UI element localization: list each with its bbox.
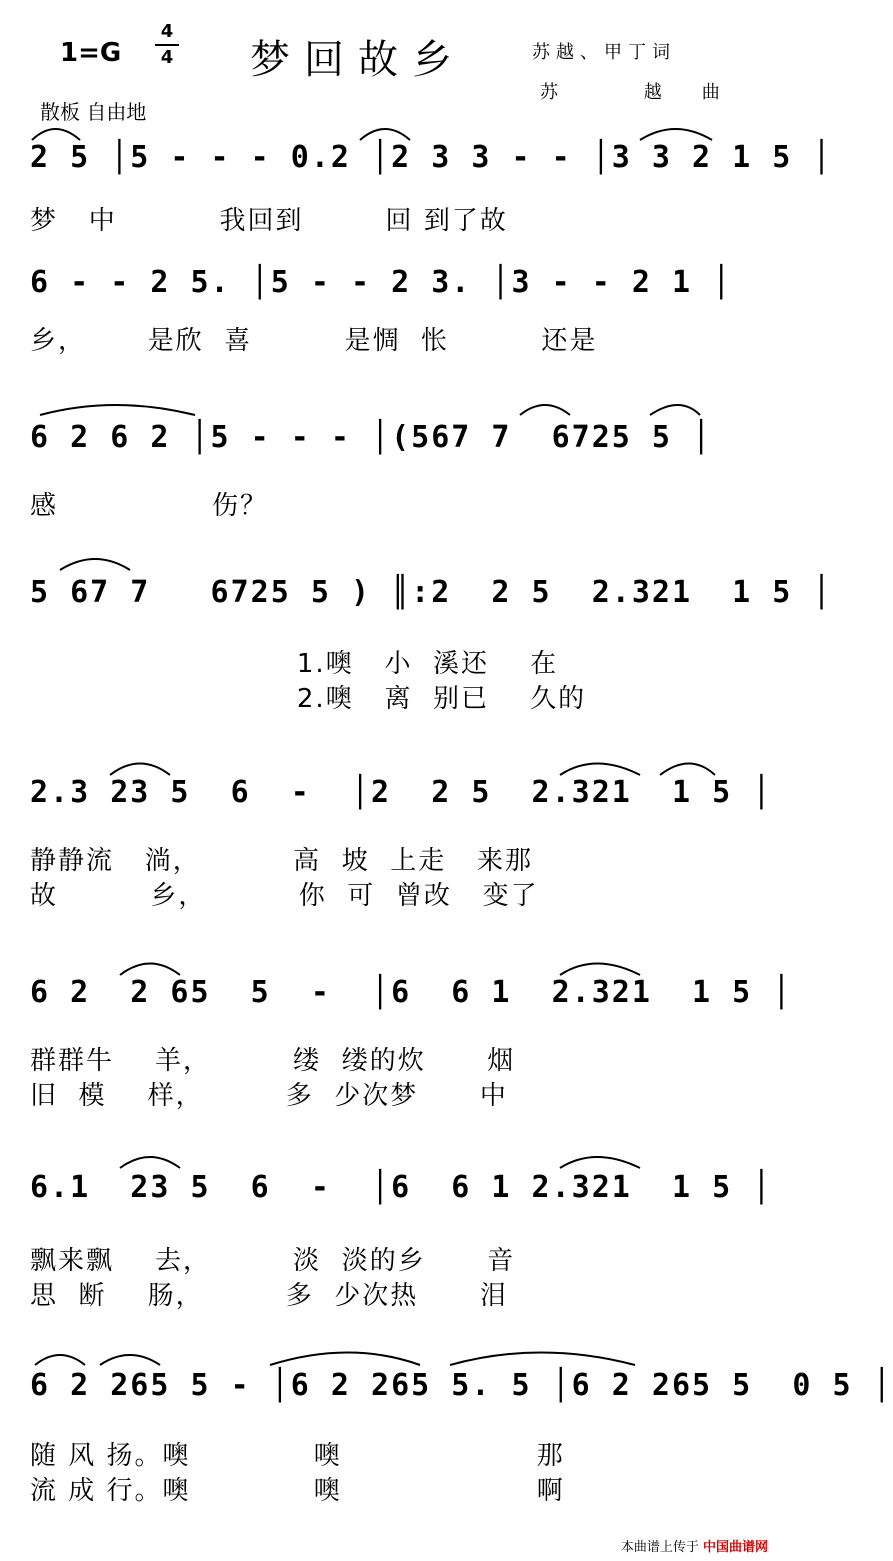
lyrics-row-4-verse-2: 2.噢 离 别已 久的 <box>30 684 587 714</box>
site-brand: 中国曲谱网 <box>702 1540 768 1555</box>
notes-row-1: 2 5 │5 - - - 0.2 │2 3 3 - - │3 3 2 1 5 │ <box>30 140 833 175</box>
song-title: 梦回故乡 <box>250 37 466 83</box>
footer-text: 本曲谱上传于 <box>620 1540 699 1555</box>
lyrics-row-5-verse-1: 静静流 淌， 高 坡 上走 来那 <box>30 846 534 876</box>
lyrics-row-7-verse-2: 思 断 肠， 多 少次热 泪 <box>30 1281 508 1311</box>
footer-credit <box>621 1536 768 1555</box>
lyrics-row-8-verse-2: 流 成 行。噢 噢 啊 <box>30 1476 565 1506</box>
lyrics-row-3-verse-1: 感 伤？ <box>30 491 268 521</box>
lyrics-row-6-verse-1: 群群牛 羊， 缕 缕的炊 烟 <box>30 1046 516 1076</box>
lyrics-row-1-verse-1: 梦 中 我回到 回 到了故 <box>30 206 508 236</box>
lyrics-row-2-verse-1: 乡， 是欣 喜 是惆 怅 还是 <box>30 326 598 356</box>
tempo-marking: 散板 自由地 <box>40 100 147 124</box>
notes-row-8: 6 2 265 5 - │6 2 265 5. 5 │6 2 265 5 0 5 │ <box>30 1368 893 1403</box>
lyrics-row-4-verse-1: 1.噢 小 溪还 在 <box>30 649 559 679</box>
notes-row-3: 6 2 6 2 │5 - - - │(567 7 6725 5 │ <box>30 420 713 455</box>
key-signature: 1=G <box>60 38 122 68</box>
notes-row-4: 5 67 7 6725 5 ) ║:2 2 5 2.321 1 5 │ <box>30 575 833 610</box>
lyrics-row-7-verse-1: 飘来飘 去， 淡 淡的乡 音 <box>30 1246 516 1276</box>
lyricist-credit: 苏越、甲丁词 <box>532 42 676 63</box>
time-signature: 4 4 <box>155 22 179 68</box>
lyrics-row-5-verse-2: 故 乡， 你 可 曾改 变了 <box>30 881 539 911</box>
notes-row-2: 6 - - 2 5. │5 - - 2 3. │3 - - 2 1 │ <box>30 265 733 300</box>
notes-row-5: 2.3 23 5 6 - │2 2 5 2.321 1 5 │ <box>30 775 773 810</box>
notes-row-7: 6.1 23 5 6 - │6 6 1 2.321 1 5 │ <box>30 1170 773 1205</box>
lyrics-row-6-verse-2: 旧 模 样， 多 少次梦 中 <box>30 1081 508 1111</box>
lyrics-row-8-verse-1: 随 风 扬。噢 噢 那 <box>30 1441 565 1471</box>
notes-row-6: 6 2 2 65 5 - │6 6 1 2.321 1 5 │ <box>30 975 793 1010</box>
composer-credit: 苏 越曲 <box>540 82 760 103</box>
